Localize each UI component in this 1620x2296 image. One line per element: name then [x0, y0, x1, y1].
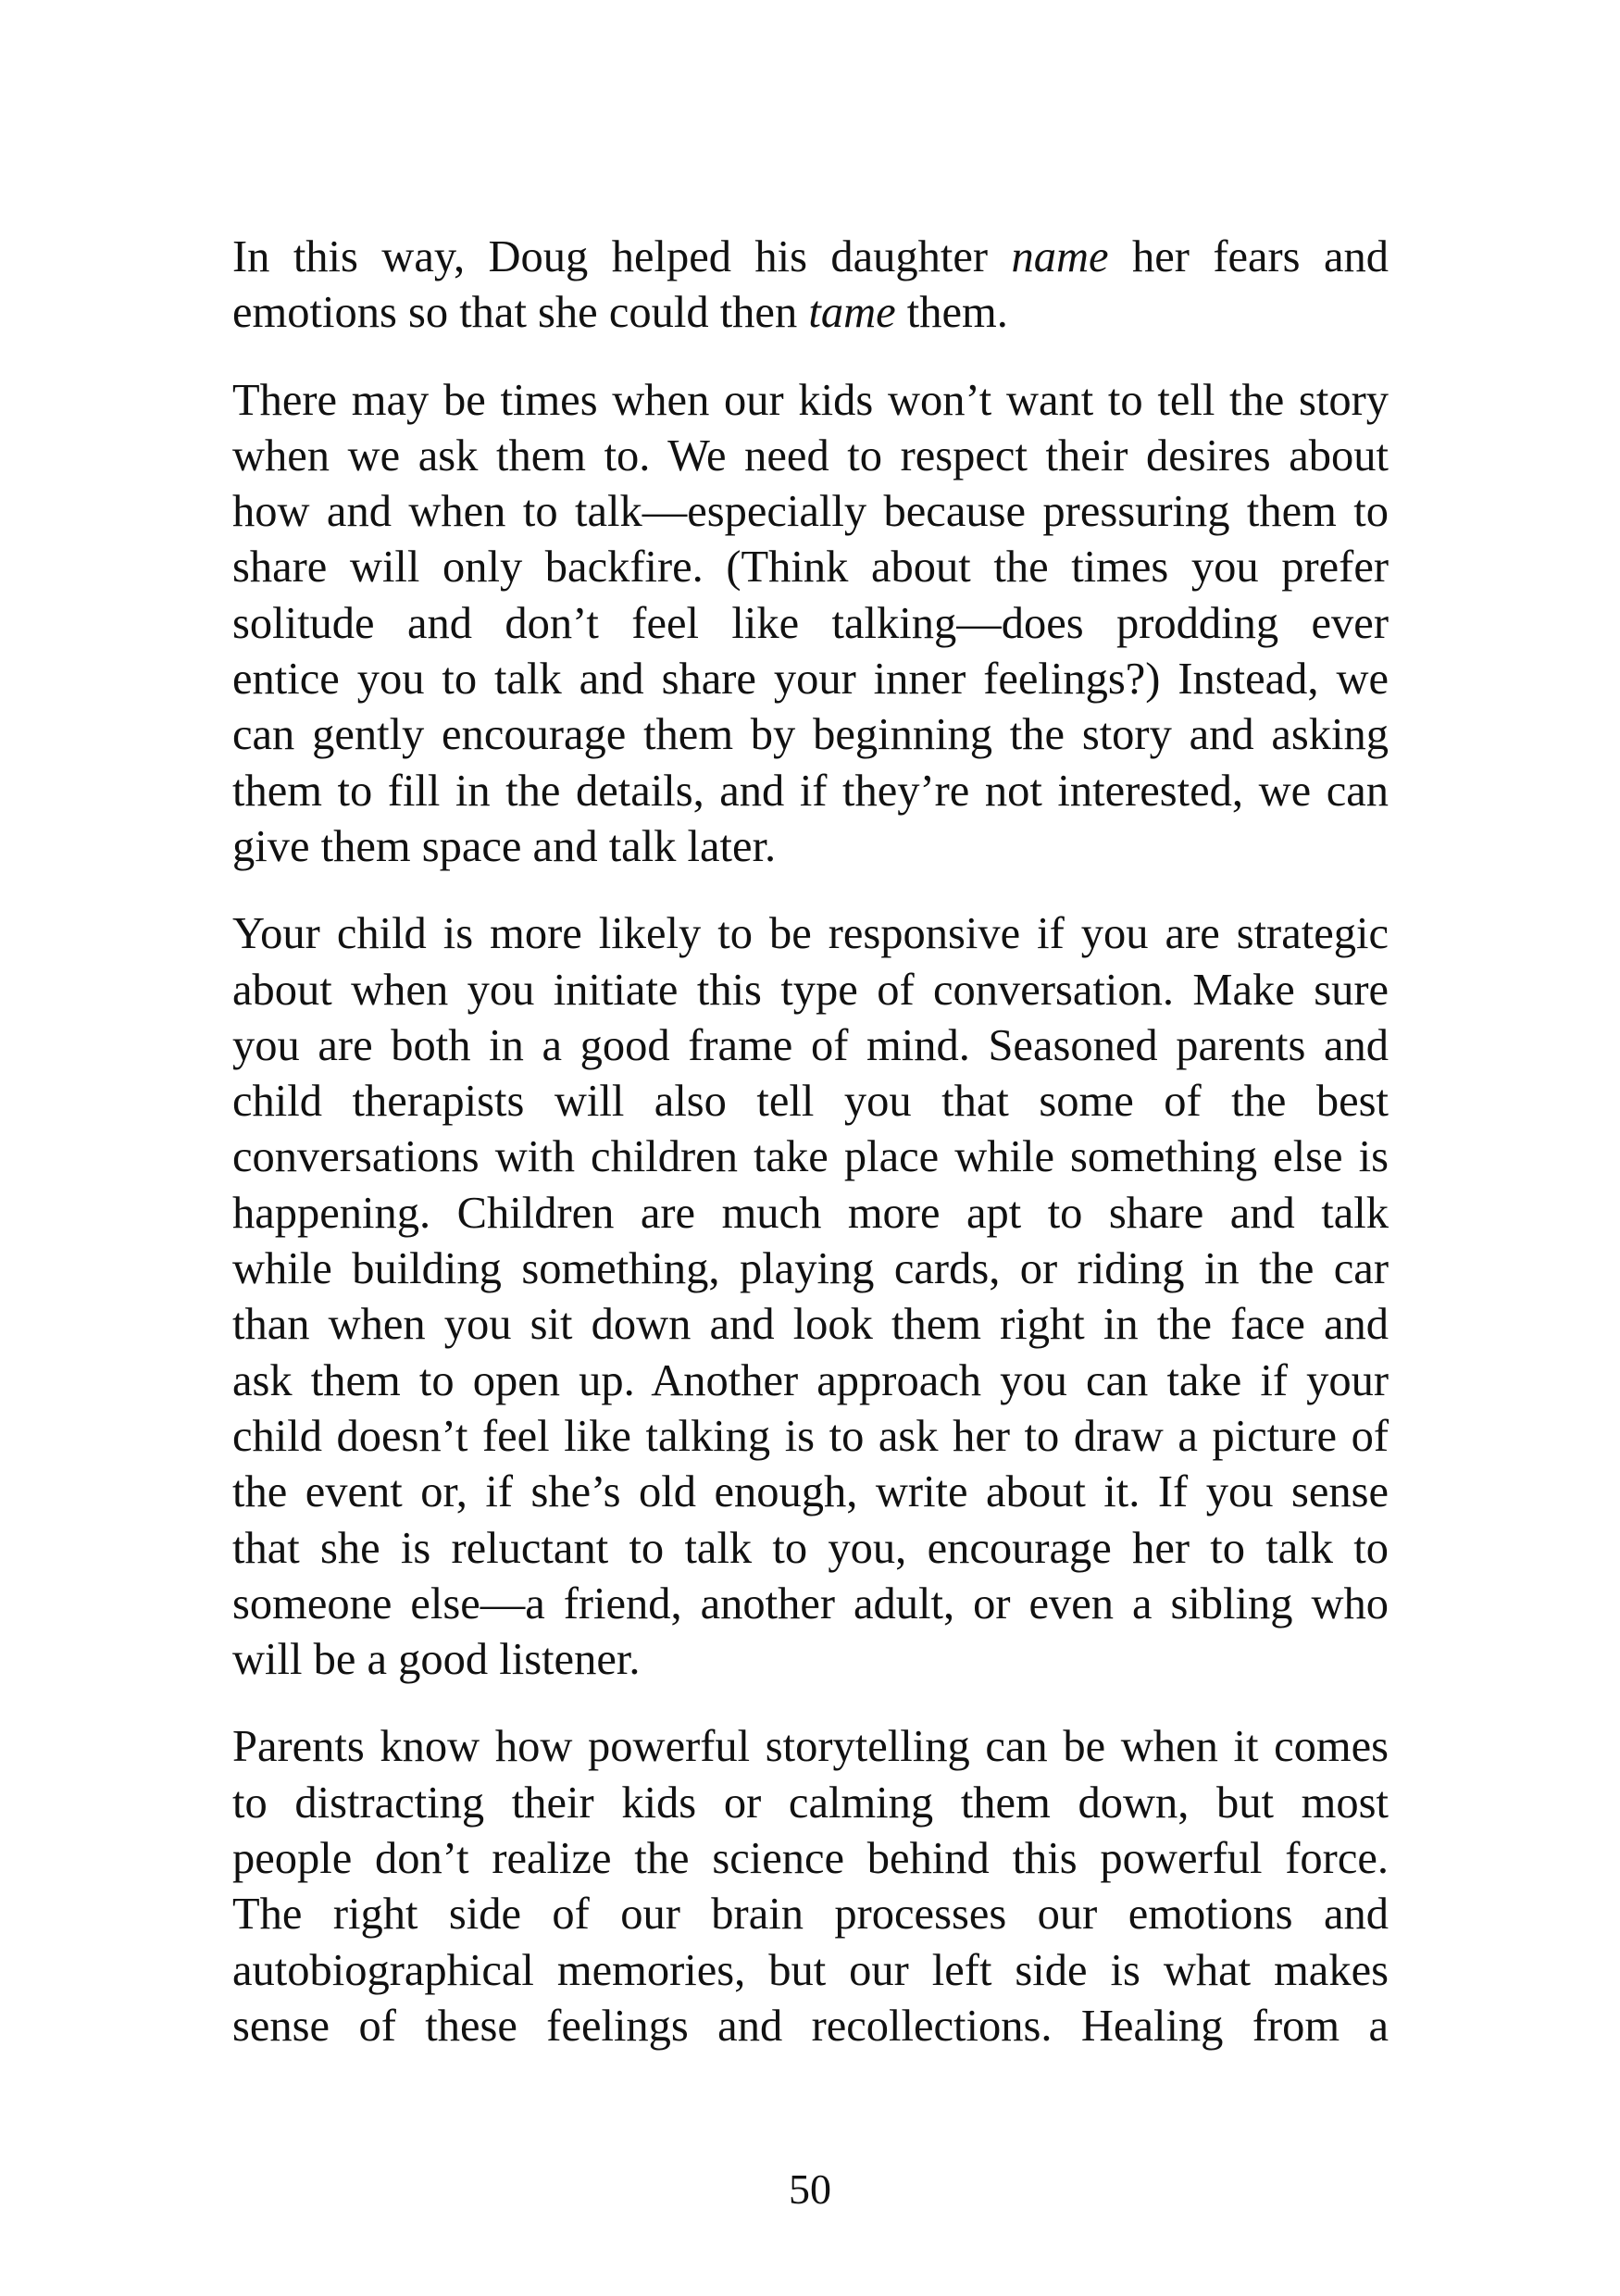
text-line: than when you sit down and look them right in the face and: [232, 1300, 1389, 1350]
text-line: conversations with children take place while something else is: [232, 1132, 1389, 1182]
text-line: give them space and talk later.: [232, 821, 777, 871]
text-line: share will only backfire. (Think about the times you prefer: [232, 543, 1389, 593]
text-line: the event or, if she’s old enough, write about it. If you sense: [232, 1467, 1389, 1517]
text-line: happening. Children are much more apt to share and talk: [232, 1188, 1389, 1238]
text-line: child doesn’t feel like talking is to ask her to draw a picture of: [232, 1411, 1389, 1461]
text-run: In this way, Doug helped his daughter: [232, 232, 1012, 281]
text-line: them to fill in the details, and if they’re not interested, we can: [232, 766, 1389, 816]
text-run: her fears and: [1108, 232, 1389, 281]
text-line: Your child is more likely to be responsive if you are strategic: [232, 909, 1389, 959]
text-line: There may be times when our kids won’t want to tell the story: [232, 375, 1389, 425]
text-line: to distracting their kids or calming them down, but most: [232, 1778, 1389, 1828]
emphasized-word: tame: [808, 288, 896, 338]
text-run: emotions so that she could then: [232, 288, 809, 338]
text-line: [232, 230, 1389, 285]
paragraph: [232, 906, 1389, 1688]
emphasized-word: name: [1011, 232, 1109, 281]
text-line: that she is reluctant to talk to you, encourage her to talk to: [232, 1523, 1389, 1573]
text-line: while building something, playing cards, or riding in the car: [232, 1244, 1389, 1294]
text-line: autobiographical memories, but our left side is what makes: [232, 1945, 1389, 1995]
text-line: entice you to talk and share your inner feelings?) Instead, we: [232, 655, 1389, 705]
text-line: [232, 285, 1389, 341]
text-line: people don’t realize the science behind this powerful force.: [232, 1834, 1389, 1884]
paragraph: [232, 230, 1389, 342]
text-line: ask them to open up. Another approach you can take if your: [232, 1355, 1389, 1405]
page-number: 50: [789, 2165, 831, 2213]
text-line: you are both in a good frame of mind. Seasoned parents and: [232, 1020, 1389, 1070]
paragraph: [232, 373, 1389, 876]
body-text: [232, 230, 1389, 2086]
text-line: will be a good listener.: [232, 1635, 641, 1685]
text-line: someone else—a friend, another adult, or even a sibling who: [232, 1578, 1389, 1628]
paragraph: [232, 1719, 1389, 2054]
text-run: them.: [895, 288, 1008, 338]
text-line: how and when to talk—especially because pressuring them to: [232, 487, 1389, 537]
text-line: Parents know how powerful storytelling can be when it comes: [232, 1722, 1389, 1772]
text-line: sense of these feelings and recollections. Healing from a: [232, 2001, 1389, 2051]
text-line: can gently encourage them by beginning the story and asking: [232, 710, 1389, 760]
text-line: child therapists will also tell you that some of the best: [232, 1077, 1389, 1127]
text-line: solitude and don’t feel like talking—does prodding ever: [232, 598, 1389, 648]
text-line: about when you initiate this type of conversation. Make sure: [232, 965, 1389, 1015]
text-line: when we ask them to. We need to respect their desires about: [232, 430, 1389, 480]
text-line: The right side of our brain processes our emotions and: [232, 1890, 1389, 1940]
